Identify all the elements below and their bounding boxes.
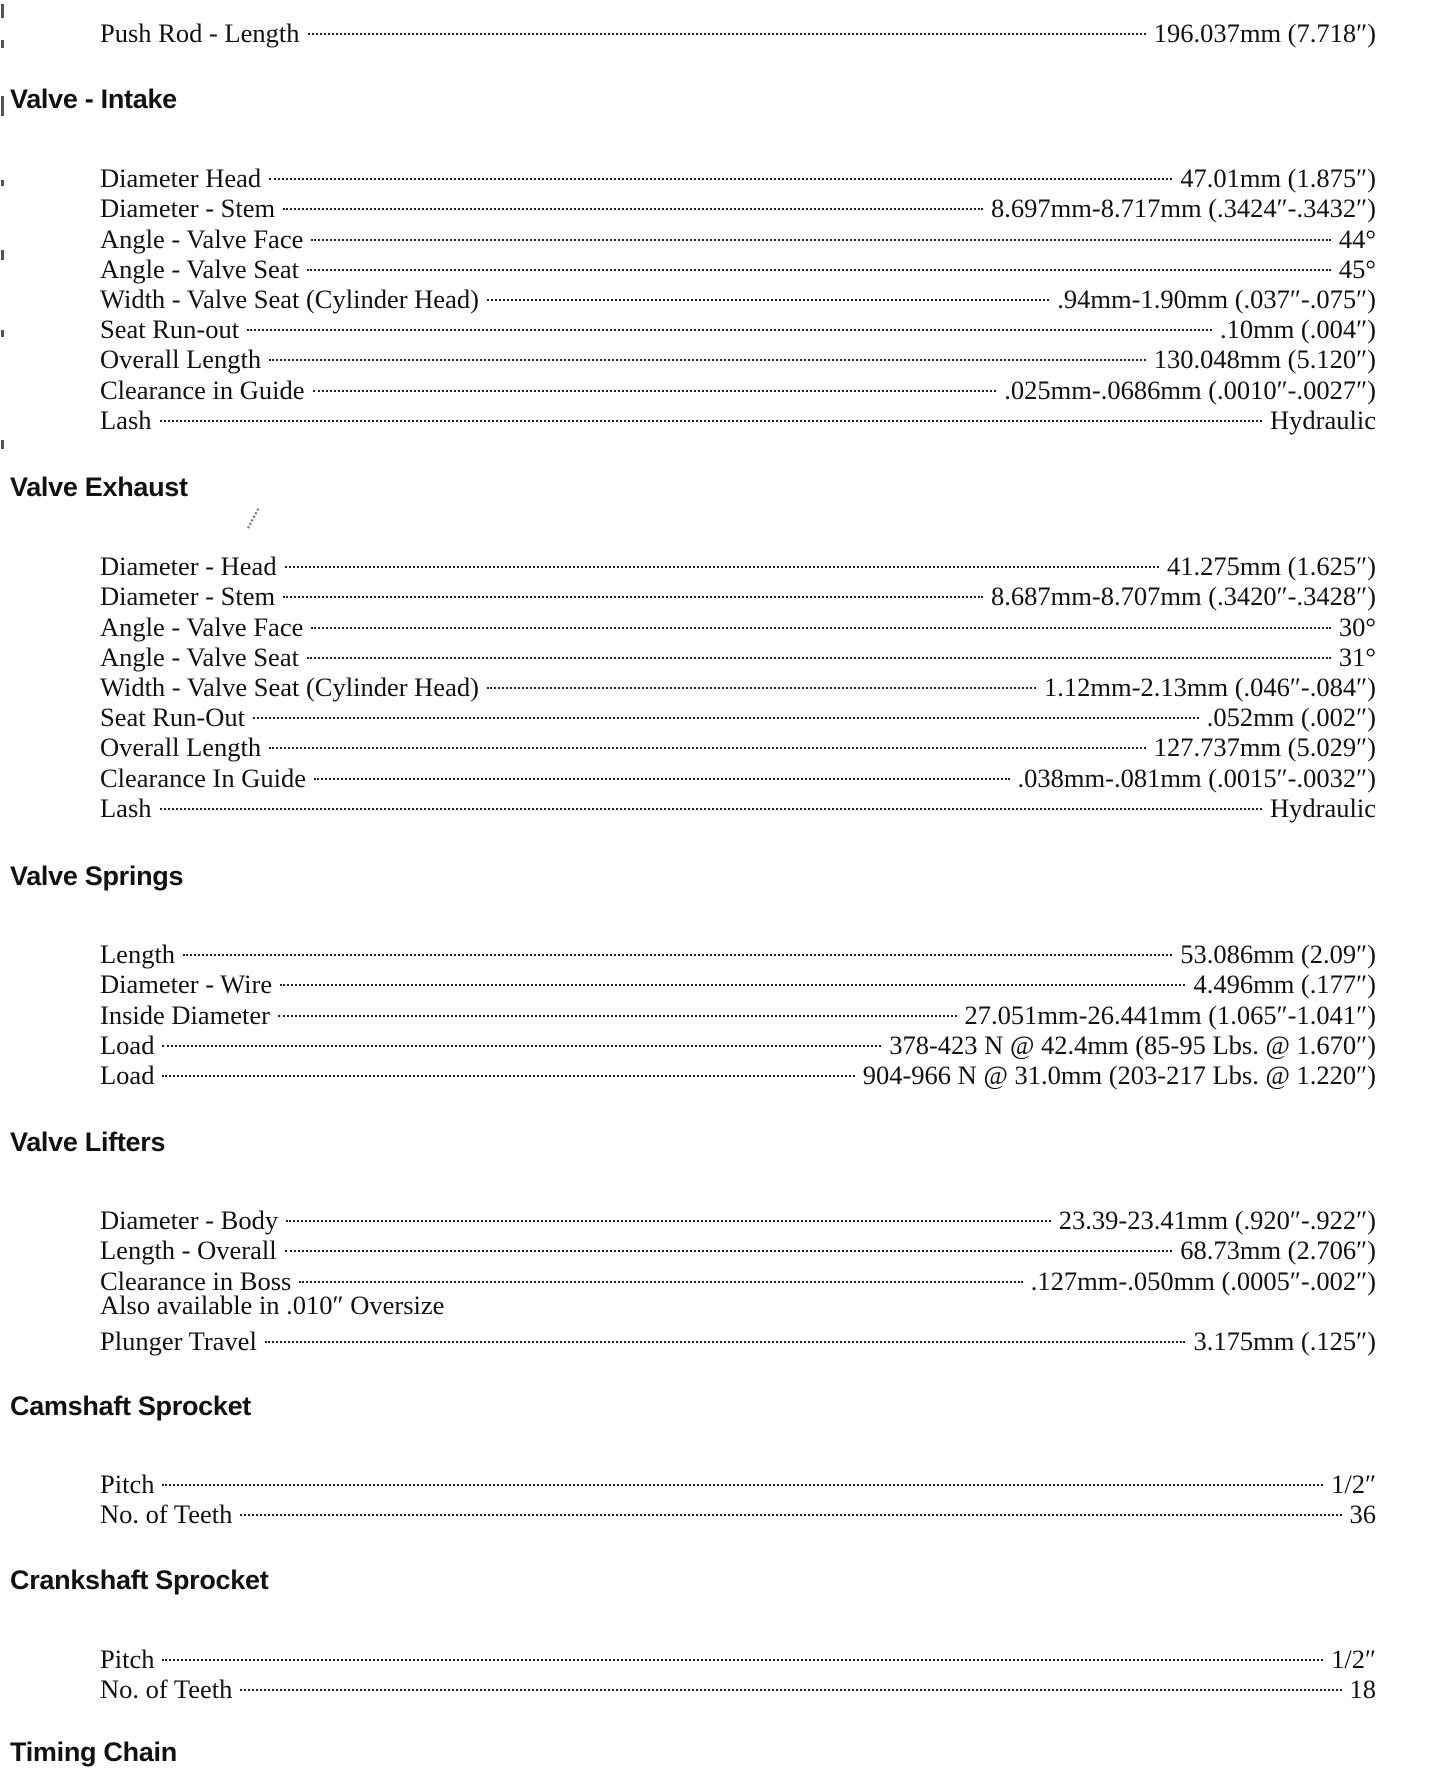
spec-label: Clearance in Boss bbox=[100, 1265, 292, 1296]
spec-value: 36 bbox=[1349, 1499, 1376, 1530]
spec-row bbox=[100, 1463, 1376, 1500]
spec-row bbox=[100, 217, 1376, 254]
spec-value: 47.01mm (1.875″) bbox=[1180, 163, 1376, 194]
spec-value: Hydraulic bbox=[1270, 792, 1376, 823]
spec-label: Diameter - Head bbox=[100, 551, 277, 582]
section-heading-valve-springs: Valve Springs bbox=[10, 861, 184, 891]
spec-value: Hydraulic bbox=[1270, 404, 1376, 435]
spec-value: .94mm-1.90mm (.037″-.075″) bbox=[1057, 283, 1376, 314]
dot-leader bbox=[240, 1493, 1341, 1523]
spec-value: 1/2″ bbox=[1331, 1644, 1376, 1675]
spec-value: 45° bbox=[1338, 253, 1376, 284]
spec-label: Diameter - Stem bbox=[100, 581, 276, 612]
spec-value: .025mm-.0686mm (.0010″-.0027″) bbox=[1004, 374, 1376, 405]
spec-value: 8.687mm-8.707mm (.3420″-.3428″) bbox=[991, 581, 1376, 612]
dot-leader bbox=[311, 605, 1331, 635]
spec-row bbox=[100, 157, 1376, 194]
spec-label: Clearance in Guide bbox=[100, 374, 305, 405]
valve-springs-specs bbox=[100, 933, 1376, 1090]
dot-leader bbox=[162, 1024, 881, 1054]
spec-row bbox=[100, 1638, 1376, 1675]
spec-label: Angle - Valve Face bbox=[100, 611, 304, 642]
dot-leader bbox=[311, 217, 1331, 247]
spec-label: Length bbox=[100, 939, 176, 970]
dot-leader bbox=[265, 1320, 1186, 1350]
spec-label: Seat Run-Out bbox=[100, 702, 245, 733]
section-heading-crankshaft-sprocket: Crankshaft Sprocket bbox=[10, 1565, 269, 1595]
spec-value: 1/2″ bbox=[1331, 1469, 1376, 1500]
valve-lifters-specs bbox=[100, 1199, 1376, 1356]
spec-label: Inside Diameter bbox=[100, 999, 270, 1030]
spec-value: 23.39-23.41mm (.920″-.922″) bbox=[1058, 1205, 1376, 1236]
dot-leader bbox=[269, 338, 1146, 368]
section-heading-valve-exhaust: Valve Exhaust bbox=[10, 472, 188, 502]
spec-label: Load bbox=[100, 1059, 155, 1090]
spec-value: 130.048mm (5.120″) bbox=[1153, 344, 1376, 375]
spec-value: 196.037mm (7.718″) bbox=[1153, 18, 1376, 49]
spec-value: 68.73mm (2.706″) bbox=[1180, 1235, 1376, 1266]
stray-pen-mark bbox=[247, 508, 261, 529]
spec-label: Diameter - Stem bbox=[100, 193, 276, 224]
spec-label: Overall Length bbox=[100, 344, 262, 375]
spec-label: Clearance In Guide bbox=[100, 762, 307, 793]
spec-value: 27.051mm-26.441mm (1.065″-1.041″) bbox=[964, 999, 1376, 1030]
dot-leader bbox=[160, 787, 1263, 817]
dot-leader bbox=[283, 575, 983, 605]
dot-leader bbox=[299, 1259, 1022, 1289]
spec-label: Overall Length bbox=[100, 732, 262, 763]
spec-label: Pitch bbox=[100, 1469, 155, 1500]
dot-leader bbox=[162, 1463, 1323, 1493]
spec-row bbox=[100, 963, 1376, 1000]
spec-label: Plunger Travel bbox=[100, 1325, 257, 1356]
camshaft-sprocket-specs bbox=[100, 1463, 1376, 1530]
spec-value: 44° bbox=[1338, 223, 1376, 254]
spec-label: Seat Run-out bbox=[100, 314, 240, 345]
dot-leader bbox=[278, 993, 957, 1023]
oversize-note: Also available in .010″ Oversize bbox=[100, 1289, 445, 1320]
dot-leader bbox=[313, 368, 997, 398]
spec-label: Width - Valve Seat (Cylinder Head) bbox=[100, 671, 479, 702]
dot-leader bbox=[487, 278, 1049, 308]
dot-leader bbox=[162, 1638, 1323, 1668]
section-heading-camshaft-sprocket: Camshaft Sprocket bbox=[10, 1391, 251, 1421]
spec-row bbox=[100, 1668, 1376, 1705]
spec-row bbox=[100, 545, 1376, 582]
spec-label: Diameter - Body bbox=[100, 1205, 279, 1236]
spec-label: Angle - Valve Seat bbox=[100, 641, 299, 672]
section-heading-valve-lifters: Valve Lifters bbox=[10, 1127, 166, 1157]
spec-value: .10mm (.004″) bbox=[1219, 314, 1376, 345]
dot-leader bbox=[307, 248, 1331, 278]
spec-row bbox=[100, 1320, 1376, 1356]
spec-value: .052mm (.002″) bbox=[1206, 702, 1376, 733]
section-heading-valve-intake: Valve - Intake bbox=[10, 84, 177, 114]
spec-label: Width - Valve Seat (Cylinder Head) bbox=[100, 283, 479, 314]
spec-row bbox=[100, 696, 1376, 733]
spec-value: 18 bbox=[1349, 1674, 1376, 1705]
spec-row bbox=[100, 12, 1376, 49]
crankshaft-sprocket-specs bbox=[100, 1638, 1376, 1705]
spec-value: 127.737mm (5.029″) bbox=[1153, 732, 1376, 763]
spec-label: Load bbox=[100, 1029, 155, 1060]
spec-row bbox=[100, 726, 1376, 763]
spec-row bbox=[100, 1493, 1376, 1530]
spec-row bbox=[100, 338, 1376, 375]
dot-leader bbox=[285, 1229, 1173, 1259]
spec-value: 378-423 N @ 42.4mm (85-95 Lbs. @ 1.670″) bbox=[889, 1029, 1376, 1060]
spec-value: 3.175mm (.125″) bbox=[1193, 1325, 1376, 1356]
dot-leader bbox=[283, 187, 983, 217]
spec-label: Length - Overall bbox=[100, 1235, 277, 1266]
dot-leader bbox=[162, 1054, 854, 1084]
section-heading-timing-chain: Timing Chain bbox=[10, 1737, 177, 1767]
spec-value: .038mm-.081mm (.0015″-.0032″) bbox=[1017, 762, 1376, 793]
dot-leader bbox=[487, 666, 1036, 696]
spec-label: Diameter - Wire bbox=[100, 969, 273, 1000]
dot-leader bbox=[314, 756, 1010, 786]
valve-intake-specs bbox=[100, 157, 1376, 435]
spec-value: 53.086mm (2.09″) bbox=[1180, 939, 1376, 970]
spec-label: Push Rod - Length bbox=[100, 18, 300, 49]
spec-value: 4.496mm (.177″) bbox=[1193, 969, 1376, 1000]
dot-leader bbox=[247, 308, 1212, 338]
spec-row bbox=[100, 605, 1376, 642]
dot-leader bbox=[286, 1199, 1051, 1229]
spec-value: .127mm-.050mm (.0005″-.002″) bbox=[1030, 1265, 1376, 1296]
spec-label: Lash bbox=[100, 792, 152, 823]
dot-leader bbox=[280, 963, 1185, 993]
spec-label: No. of Teeth bbox=[100, 1674, 233, 1705]
valve-exhaust-specs bbox=[100, 545, 1376, 823]
spec-row bbox=[100, 1199, 1376, 1236]
spec-row bbox=[100, 933, 1376, 970]
spec-value: 41.275mm (1.625″) bbox=[1166, 551, 1376, 582]
dot-leader bbox=[269, 157, 1172, 187]
spec-value: 904-966 N @ 31.0mm (203-217 Lbs. @ 1.220″) bbox=[862, 1059, 1376, 1090]
push-rod-block bbox=[100, 12, 1376, 49]
dot-leader bbox=[269, 726, 1146, 756]
spec-row bbox=[100, 787, 1376, 823]
spec-value: 31° bbox=[1338, 641, 1376, 672]
spec-value: 1.12mm-2.13mm (.046″-.084″) bbox=[1044, 671, 1376, 702]
spec-label: Lash bbox=[100, 404, 152, 435]
spec-label: Pitch bbox=[100, 1644, 155, 1675]
spec-label: Angle - Valve Seat bbox=[100, 253, 299, 284]
dot-leader bbox=[307, 636, 1331, 666]
spec-value: 8.697mm-8.717mm (.3424″-.3432″) bbox=[991, 193, 1376, 224]
spec-label: Diameter Head bbox=[100, 163, 262, 194]
spec-row bbox=[100, 308, 1376, 345]
spec-label: Angle - Valve Face bbox=[100, 223, 304, 254]
dot-leader bbox=[240, 1668, 1341, 1698]
dot-leader bbox=[160, 399, 1263, 429]
scan-edge-marks bbox=[0, 0, 6, 520]
spec-value: 30° bbox=[1338, 611, 1376, 642]
dot-leader bbox=[308, 12, 1146, 42]
dot-leader bbox=[253, 696, 1199, 726]
dot-leader bbox=[285, 545, 1159, 575]
dot-leader bbox=[183, 933, 1172, 963]
spec-label: No. of Teeth bbox=[100, 1499, 233, 1530]
spec-row bbox=[100, 399, 1376, 435]
